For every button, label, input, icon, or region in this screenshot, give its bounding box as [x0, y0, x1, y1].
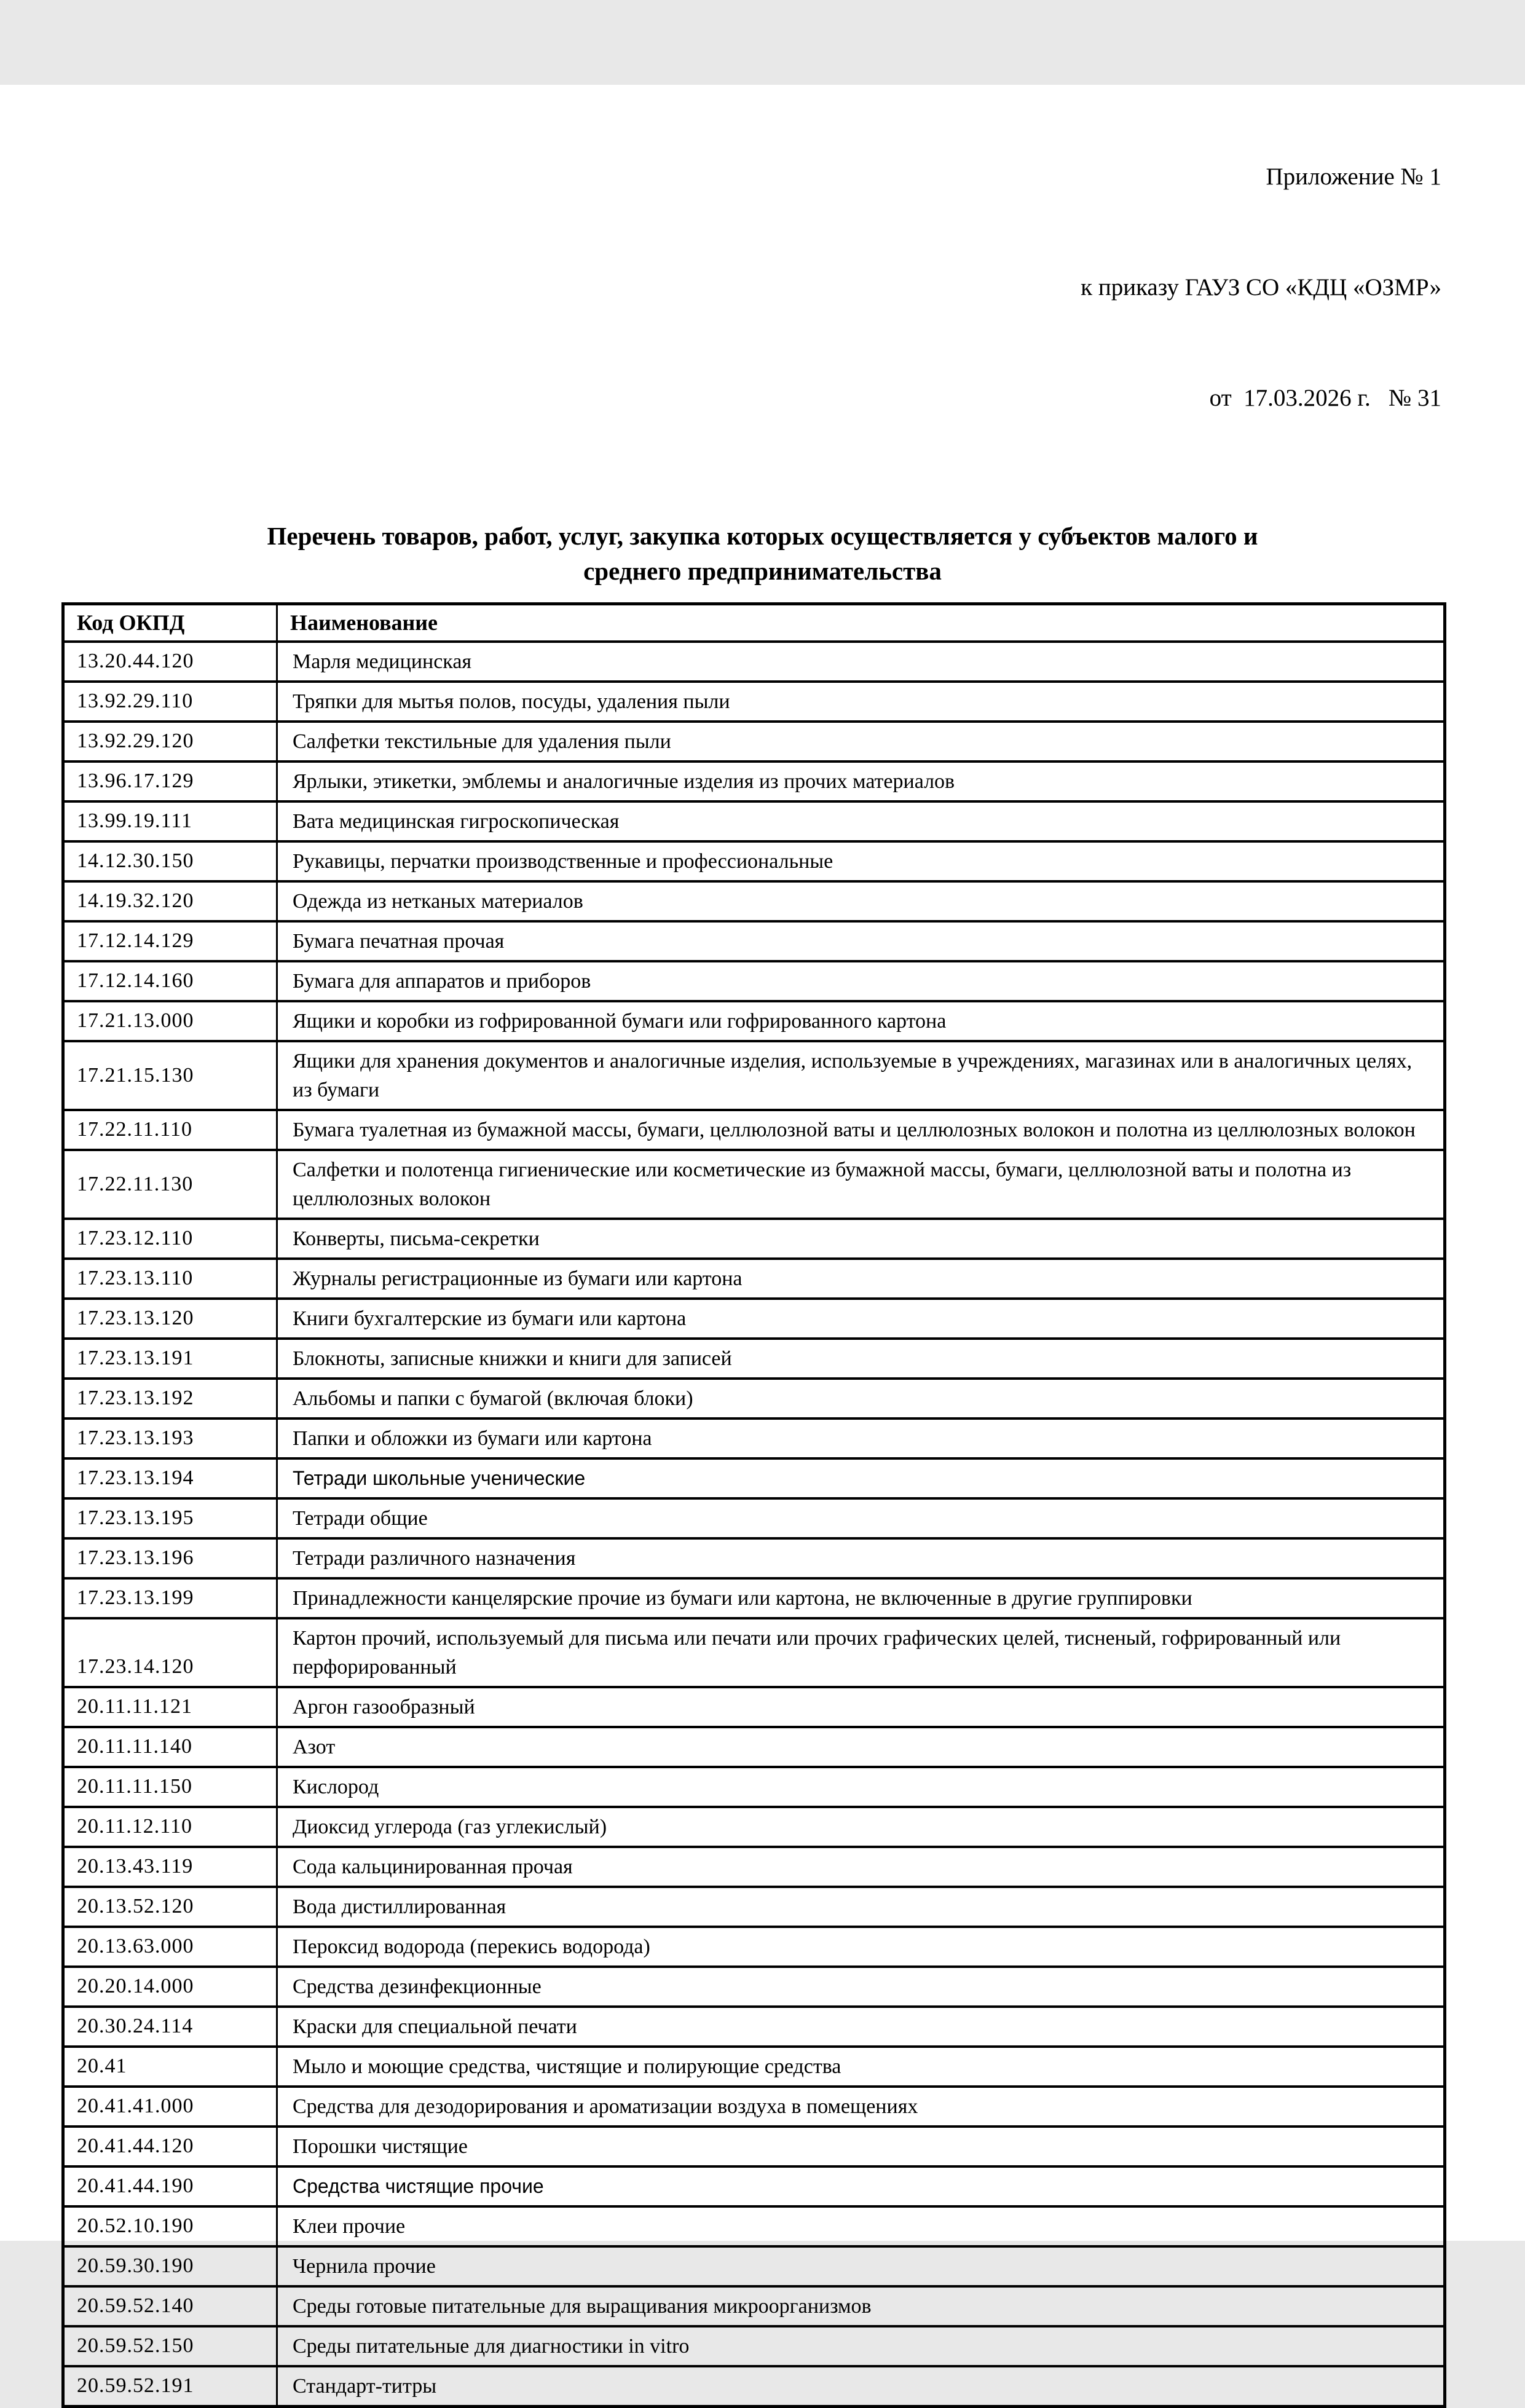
item-name-cell: Альбомы и папки с бумагой (включая блоки) [277, 1379, 1445, 1418]
okpd-code-cell: 13.92.29.120 [63, 722, 277, 761]
order-date-number-line: от 17.03.2026 г. № 31 [1209, 385, 1441, 411]
table-row [63, 1578, 1445, 1618]
okpd-code-cell: 17.23.13.196 [63, 1538, 277, 1578]
okpd-code-cell: 20.52.10.190 [63, 2206, 277, 2246]
item-name-cell: Сода кальцинированная прочая [277, 1847, 1445, 1887]
table-row [63, 2366, 1445, 2407]
table-row [63, 1498, 1445, 1538]
item-name-cell: Среды готовые питательные для выращивания микроорганизмов [277, 2286, 1445, 2326]
okpd-code-cell: 17.23.13.194 [63, 1458, 277, 1498]
table-row [63, 2127, 1445, 2166]
table-row [63, 961, 1445, 1001]
okpd-code-cell: 17.21.15.130 [63, 1041, 277, 1110]
item-name-cell: Одежда из нетканых материалов [277, 881, 1445, 921]
table-row [63, 1767, 1445, 1807]
item-name-cell: Тряпки для мытья полов, посуды, удаления пыли [277, 682, 1445, 722]
table-row [63, 841, 1445, 881]
document-page [0, 85, 1525, 2398]
table-row [63, 1339, 1445, 1379]
okpd-code-cell: 17.23.13.195 [63, 1498, 277, 1538]
item-name-cell: Порошки чистящие [277, 2127, 1445, 2166]
okpd-code-cell: 13.99.19.111 [63, 801, 277, 841]
okpd-code-cell: 20.30.24.114 [63, 2007, 277, 2047]
table-row [63, 1219, 1445, 1259]
item-name-cell: Книги бухгалтерские из бумаги или картона [277, 1299, 1445, 1339]
item-name-cell: Картон прочий, используемый для письма или печати или прочих графических целей, тисненый, гофрированный или перфорированный [277, 1618, 1445, 1687]
table-row [63, 1458, 1445, 1498]
table-row [63, 1847, 1445, 1887]
table-row [63, 1379, 1445, 1418]
okpd-table-body [63, 642, 1445, 2407]
table-row [63, 1041, 1445, 1110]
okpd-code-cell: 17.22.11.110 [63, 1110, 277, 1150]
item-name-cell: Ящики и коробки из гофрированной бумаги или гофрированного картона [277, 1001, 1445, 1041]
item-name-cell: Бумага для аппаратов и приборов [277, 961, 1445, 1001]
okpd-code-cell: 20.59.52.140 [63, 2286, 277, 2326]
item-name-cell: Вода дистиллированная [277, 1887, 1445, 1927]
table-row [63, 1807, 1445, 1847]
table-row [63, 682, 1445, 722]
item-name-cell: Диоксид углерода (газ углекислый) [277, 1807, 1445, 1847]
okpd-table [61, 602, 1446, 2408]
okpd-code-cell: 20.59.30.190 [63, 2246, 277, 2286]
table-row [63, 2326, 1445, 2366]
okpd-table-head [63, 604, 1445, 642]
okpd-code-cell: 20.13.52.120 [63, 1887, 277, 1927]
document-title-line2: среднего предпринимательства [583, 557, 942, 585]
item-name-cell: Салфетки текстильные для удаления пыли [277, 722, 1445, 761]
okpd-code-cell: 17.23.13.191 [63, 1339, 277, 1379]
item-name-cell: Тетради школьные ученические [277, 1458, 1445, 1498]
okpd-code-cell: 17.23.13.193 [63, 1418, 277, 1458]
item-name-cell: Ярлыки, этикетки, эмблемы и аналогичные изделия из прочих материалов [277, 761, 1445, 801]
okpd-code-cell: 20.59.52.150 [63, 2326, 277, 2366]
item-name-cell: Аргон газообразный [277, 1687, 1445, 1727]
order-reference-line: к приказу ГАУЗ СО «КДЦ «ОЗМР» [1081, 274, 1441, 301]
okpd-code-cell: 20.11.11.121 [63, 1687, 277, 1727]
document-header-block [0, 85, 1441, 490]
table-row [63, 1687, 1445, 1727]
item-name-cell: Средства дезинфекционные [277, 1967, 1445, 2007]
item-name-cell: Средства для дезодорирования и ароматизации воздуха в помещениях [277, 2087, 1445, 2127]
okpd-code-cell: 20.59.52.191 [63, 2366, 277, 2407]
table-row [63, 722, 1445, 761]
item-name-cell: Бумага печатная прочая [277, 921, 1445, 961]
table-row [63, 1927, 1445, 1967]
okpd-code-cell: 20.11.12.110 [63, 1807, 277, 1847]
table-row [63, 642, 1445, 682]
okpd-code-cell: 17.23.13.120 [63, 1299, 277, 1339]
item-name-cell: Тетради общие [277, 1498, 1445, 1538]
table-row [63, 2087, 1445, 2127]
okpd-code-cell: 17.23.14.120 [63, 1618, 277, 1687]
item-name-cell: Мыло и моющие средства, чистящие и полирующие средства [277, 2047, 1445, 2087]
table-row [63, 2166, 1445, 2206]
okpd-code-cell: 17.21.13.000 [63, 1001, 277, 1041]
table-row [63, 2286, 1445, 2326]
table-row [63, 2206, 1445, 2246]
item-name-cell: Средства чистящие прочие [277, 2166, 1445, 2206]
okpd-code-cell: 14.12.30.150 [63, 841, 277, 881]
okpd-code-cell: 17.12.14.160 [63, 961, 277, 1001]
table-row [63, 1150, 1445, 1219]
table-row [63, 1001, 1445, 1041]
item-name-cell: Папки и обложки из бумаги или картона [277, 1418, 1445, 1458]
table-row [63, 1538, 1445, 1578]
okpd-code-cell: 13.96.17.129 [63, 761, 277, 801]
document-title [86, 519, 1439, 589]
table-row [63, 761, 1445, 801]
table-row [63, 1259, 1445, 1299]
okpd-code-cell: 17.22.11.130 [63, 1150, 277, 1219]
item-name-cell: Азот [277, 1727, 1445, 1767]
okpd-code-cell: 20.11.11.150 [63, 1767, 277, 1807]
table-header-row [63, 604, 1445, 642]
okpd-code-cell: 14.19.32.120 [63, 881, 277, 921]
okpd-code-cell: 17.23.13.192 [63, 1379, 277, 1418]
table-row [63, 1418, 1445, 1458]
item-name-cell: Пероксид водорода (перекись водорода) [277, 1927, 1445, 1967]
table-row [63, 1967, 1445, 2007]
document-title-line1: Перечень товаров, работ, услуг, закупка которых осуществляется у субъектов малого и [267, 522, 1258, 550]
item-name-cell: Кислород [277, 1767, 1445, 1807]
okpd-code-cell: 20.13.63.000 [63, 1927, 277, 1967]
okpd-code-cell: 20.41.41.000 [63, 2087, 277, 2127]
table-row [63, 2007, 1445, 2047]
okpd-code-cell: 20.41.44.120 [63, 2127, 277, 2166]
item-name-cell: Журналы регистрационные из бумаги или картона [277, 1259, 1445, 1299]
item-name-cell: Стандарт-титры [277, 2366, 1445, 2407]
okpd-code-cell: 13.20.44.120 [63, 642, 277, 682]
item-name-cell: Тетради различного назначения [277, 1538, 1445, 1578]
table-row [63, 1887, 1445, 1927]
okpd-code-cell: 17.23.13.199 [63, 1578, 277, 1618]
item-name-cell: Принадлежности канцелярские прочие из бумаги или картона, не включенные в другие группировки [277, 1578, 1445, 1618]
column-header-code: Код ОКПД [63, 604, 277, 642]
appendix-number-line: Приложение № 1 [1266, 163, 1441, 190]
table-row [63, 1618, 1445, 1687]
item-name-cell: Блокноты, записные книжки и книги для записей [277, 1339, 1445, 1379]
okpd-code-cell: 17.12.14.129 [63, 921, 277, 961]
table-row [63, 921, 1445, 961]
okpd-code-cell: 20.11.11.140 [63, 1727, 277, 1767]
okpd-code-cell: 17.23.12.110 [63, 1219, 277, 1259]
item-name-cell: Клеи прочие [277, 2206, 1445, 2246]
table-row [63, 2047, 1445, 2087]
item-name-cell: Бумага туалетная из бумажной массы, бумаги, целлюлозной ваты и целлюлозных волокон и полотна из целлюлозных волокон [277, 1110, 1445, 1150]
item-name-cell: Чернила прочие [277, 2246, 1445, 2286]
item-name-cell: Вата медицинская гигроскопическая [277, 801, 1445, 841]
table-row [63, 1299, 1445, 1339]
item-name-cell: Марля медицинская [277, 642, 1445, 682]
okpd-code-cell: 20.41 [63, 2047, 277, 2087]
okpd-code-cell: 17.23.13.110 [63, 1259, 277, 1299]
okpd-code-cell: 13.92.29.110 [63, 682, 277, 722]
table-row [63, 2246, 1445, 2286]
item-name-cell: Ящики для хранения документов и аналогичные изделия, используемые в учреждениях, магазинах или в аналогичных целях, из бумаги [277, 1041, 1445, 1110]
table-row [63, 1110, 1445, 1150]
item-name-cell: Салфетки и полотенца гигиенические или косметические из бумажной массы, бумаги, целлюлозной ваты и полотна из целлюлозных волокон [277, 1150, 1445, 1219]
okpd-code-cell: 20.20.14.000 [63, 1967, 277, 2007]
column-header-name: Наименование [277, 604, 1445, 642]
okpd-code-cell: 20.41.44.190 [63, 2166, 277, 2206]
item-name-cell: Рукавицы, перчатки производственные и профессиональные [277, 841, 1445, 881]
item-name-cell: Краски для специальной печати [277, 2007, 1445, 2047]
okpd-code-cell: 20.13.43.119 [63, 1847, 277, 1887]
item-name-cell: Конверты, письма-секретки [277, 1219, 1445, 1259]
table-row [63, 881, 1445, 921]
table-row [63, 801, 1445, 841]
table-row [63, 1727, 1445, 1767]
item-name-cell: Среды питательные для диагностики in vitro [277, 2326, 1445, 2366]
